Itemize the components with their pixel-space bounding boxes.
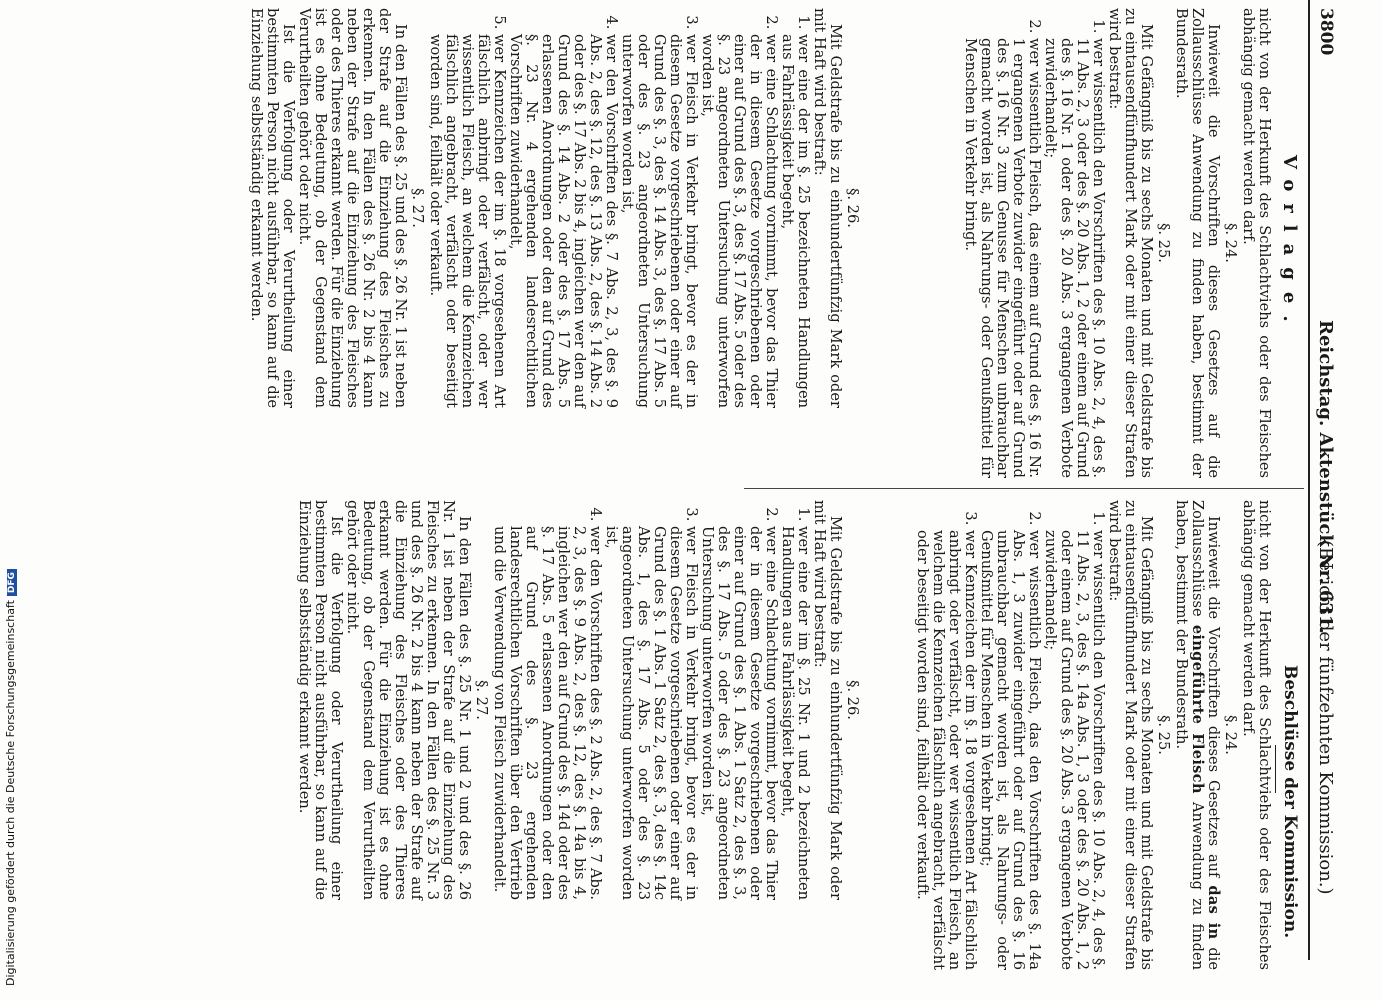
- right-s26-title: §. 26.: [844, 680, 861, 720]
- right-s24-pre: Inwieweit die Vorschriften dieses Gesetzes auf: [1205, 516, 1222, 886]
- page-number: 3800: [1316, 8, 1336, 56]
- digitization-credit: [4, 569, 17, 986]
- list-item: 5. wer Kennzeichen der im §. 18 vorgesehenen Art fälschlich anbringt oder verfälscht, oder wer wissentlich Fleisch, an welchem die Kennzeichen fälschlich angebracht, verfälscht oder beseitigt worden sind, feilhält oder verkauft.: [427, 34, 507, 408]
- list-item: 1. wer eine der im §. 25 bezeichneten Handlungen aus Fahrlässigkeit begeht,: [779, 34, 811, 408]
- page-title: Reichstag. Aktenstück Nr. 631.: [1315, 320, 1336, 634]
- right-s26-intro: Mit Geldstrafe bis zu einhundertfünfzig Mark oder mit Haft wird bestraft:: [811, 500, 844, 900]
- left-column-lower: [248, 8, 862, 408]
- right-intro: nicht von der Herkunft des Schlachtviehs oder des Fleisches abhängig gemacht werden darf.: [1240, 500, 1273, 970]
- left-s25-title: §. 25.: [1155, 223, 1172, 263]
- left-column-heading: Vorlage.: [1279, 155, 1300, 334]
- left-s25-intro: Mit Gefängniß bis zu sechs Monaten und mit Geldstrafe bis zu eintausendfünfhundert Mark oder mit einer dieser Strafen wird bestraft:: [1106, 8, 1155, 478]
- page-subtitle: (Bericht der fünfzehnten Kommission.): [1315, 540, 1336, 895]
- right-heading-rule: [1275, 745, 1276, 793]
- right-s24-mid: die Zollausschlüsse: [1189, 500, 1222, 970]
- right-s25-intro: Mit Gefängniß bis zu sechs Monaten und mit Geldstrafe bis zu eintausendfünfhundert Mark oder mit einer dieser Strafen wird bestraft:: [1106, 500, 1155, 970]
- column-divider: [744, 488, 1304, 489]
- left-s27-title: §. 27.: [409, 188, 426, 228]
- left-s24-text: Inwieweit die Vorschriften dieses Gesetzes auf die Zollausschlüsse Anwendung zu finden haben, bestimmt der Bundesrath.: [1173, 8, 1222, 478]
- list-item: 2. wer wissentlich Fleisch, das einem auf Grund des §. 16 Nr. 1 ergangenen Verbote zuwider eingeführt oder auf Grund des §. 16 Nr. 3 zum Genusse für Menschen unbrauchbar gemacht worden ist, als Nahrungs- oder Genußmittel für Menschen in Verkehr bringt.: [962, 38, 1042, 478]
- list-item: 3. wer Kennzeichen der im §. 18 vorgesehenen Art fälschlich anbringt oder verfälscht, oder wer wissentlich Fleisch, an welchem die Kennzeichen fälschlich angebracht, verfälscht oder beseitigt worden sind, feilhält oder verkauft.: [914, 530, 978, 970]
- list-item: 1. wer wissentlich den Vorschriften des §. 10 Abs. 2, 4, des §. 11 Abs. 2, 3 oder des §. 20 Abs. 1, 2 oder einem auf Grund des §. 16 Nr. 1 oder des §. 20 Abs. 3 ergangenen Verbote zuwiderhandelt;: [1042, 38, 1106, 478]
- right-column-lower: [296, 500, 862, 900]
- left-s26-list: [427, 8, 811, 408]
- right-s24-post: Anwendung zu finden haben, bestimmt der Bundesrath.: [1173, 500, 1206, 971]
- left-s27-p1: In den Fällen des §. 25 und des §. 26 Nr. 1 ist neben der Strafe auf die Einziehung des Fleisches zu erkennen. In den Fällen des §. 26 Nr. 2 bis 4 kann neben der Strafe auf die Einziehung des Fleisches oder des Thieres erkannt werden. Für die Einziehung ist es ohne Bedeutung, ob der Gegenstand dem Verurtheilten gehört oder nicht.: [296, 8, 409, 408]
- list-item: 3. wer Fleisch in Verkehr bringt, bevor es der in diesem Gesetze vorgeschriebenen oder einer auf Grund des §. 1 Abs. 1 Satz 2, des §. 3, des §. 14c Abs. 1, des §. 17 Abs. 5 oder des §. 23 angeordneten Untersuchung unterworfen worden ist,: [603, 526, 699, 900]
- right-column-heading: Beschlüsse der Kommission.: [1280, 665, 1300, 939]
- right-s26-list: [491, 500, 811, 900]
- list-item: 4. wer den Vorschriften des §. 7 Abs. 2, 3, des §. 9 Abs. 2, des §. 12, des §. 13 Abs. 2, des §. 14 Abs. 2 oder des §. 17 Abs. 2 bis 4, ingleichen wer den auf Grund des §. 14 Abs. 2 oder des §. 17 Abs. 5 erlassenen Anordnungen oder den auf Grund des §. 23 Nr. 4 ergehenden landesrechtlichen Vorschriften zuwiderhandelt,: [507, 34, 619, 408]
- right-s27-p2: Ist die Verfolgung oder Verurtheilung einer bestimmten Person nicht ausführbar, so kann auf die Einziehung selbstständig erkannt werden.: [296, 500, 345, 900]
- right-s27-p1: In den Fällen des §. 25 Nr. 1 und 2 und des §. 26 Nr. 1 ist neben der Strafe auf die Einziehung des Fleisches zu erkennen. In den Fällen des §. 25 Nr. 3 und des §. 26 Nr. 2 bis 4 kann neben der Strafe auf die Einziehung des Fleisches oder des Thieres erkannt werden. Für die Einziehung ist es ohne Bedeutung, ob der Gegenstand dem Verurtheilten gehört oder nicht.: [344, 500, 473, 900]
- left-s26-intro: Mit Geldstrafe bis zu einhundertfünfzig Mark oder mit Haft wird bestraft:: [811, 8, 844, 408]
- right-s25-list: [914, 500, 1106, 970]
- right-s24-bold-2: eingeführte Fleisch: [1189, 624, 1206, 794]
- header-rule: [1308, 0, 1310, 960]
- left-column-upper: [962, 8, 1272, 478]
- left-s27-p2: Ist die Verfolgung oder Verurtheilung einer bestimmten Person nicht ausführbar, so kann auf die Einziehung selbstständig erkannt werden.: [248, 8, 297, 408]
- right-s27-title: §. 27.: [473, 680, 490, 720]
- right-column-upper: [914, 500, 1272, 970]
- right-s24-text: [1173, 500, 1221, 970]
- list-item: 1. wer wissentlich den Vorschriften des §. 10 Abs. 2, 4, des §. 11 Abs. 2, 3, des §. 14a Abs. 1, 3 oder des §. 20 Abs. 1, 2 oder einem auf Grund des §. 20 Abs. 3 ergangenen Verbote zuwiderhandelt;: [1042, 530, 1106, 970]
- list-item: 2. wer eine Schlachtung vornimmt, bevor das Thier der in diesem Gesetze vorgeschriebenen oder einer auf Grund des §. 1 Abs. 1 Satz 2, des §. 3, des §. 17 Abs. 5 oder des §. 23 angeordneten Untersuchung unterworfen worden ist,: [699, 526, 779, 900]
- list-item: 3. wer Fleisch in Verkehr bringt, bevor es der in diesem Gesetze vorgeschriebenen oder einer auf Grund des §. 3, des §. 14 Abs. 3, des §. 17 Abs. 5 oder des §. 23 angeordneten Untersuchung unterworfen worden ist,: [619, 34, 699, 408]
- right-s24-bold-1: das in: [1205, 885, 1222, 940]
- list-item: 2. wer eine Schlachtung vornimmt, bevor das Thier der in diesem Gesetze vorgeschriebenen oder einer auf Grund des §. 3, des §. 17 Abs. 5 oder des §. 23 angeordneten Untersuchung unterworfen worden ist,: [699, 34, 779, 408]
- rotated-page: [40, 0, 1340, 1000]
- left-s24-title: §. 24.: [1222, 223, 1239, 263]
- dfg-logo-icon: DFG: [7, 569, 17, 596]
- left-s25-list: [962, 8, 1106, 478]
- right-s24-title: §. 24.: [1222, 715, 1239, 755]
- list-item: 1. wer eine der im §. 25 Nr. 1 und 2 bezeichneten Handlungen aus Fahrlässigkeit begeht,: [779, 526, 811, 900]
- list-item: 2. wer wissentlich Fleisch, das den Vorschriften des §. 14a Abs. 1, 3 zuwider eingeführt oder auf Grund des §. 16 unbrauchbar gemacht worden ist, als Nahrungs- oder Genußmittel für Menschen in Verkehr bringt;: [978, 530, 1042, 970]
- list-item: 4. wer den Vorschriften des §. 2 Abs. 2, des §. 7 Abs. 2, 3, des §. 9 Abs. 2, des §. 12, des §. 14a bis 4, ingleichen wer den auf Grund des §. 14d oder des §. 17 Abs. 5 erlassenen Anordnungen oder den auf Grund des §. 23 ergehenden landesrechtlichen Vorschriften über den Vertrieb und die Verwendung von Fleisch zuwiderhandelt.: [491, 526, 603, 900]
- right-s25-title: §. 25.: [1155, 715, 1172, 755]
- left-intro: nicht von der Herkunft des Schlachtviehs oder des Fleisches abhängig gemacht werden darf.: [1240, 8, 1273, 478]
- left-s26-title: §. 26.: [844, 188, 861, 228]
- credit-text: Digitalisierung gefördert durch die Deutsche Forschungsgemeinschaft: [4, 600, 17, 986]
